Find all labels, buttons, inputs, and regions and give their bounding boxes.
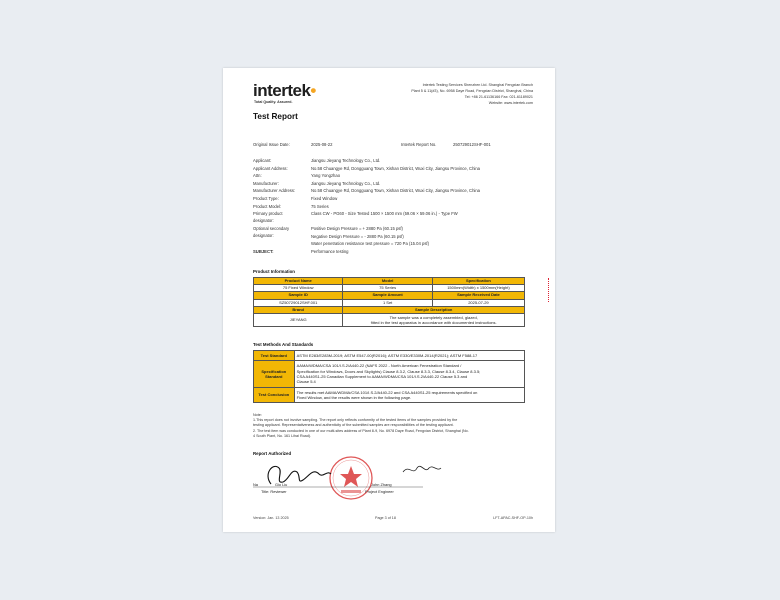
report-page (223, 68, 555, 532)
logo-tagline: Total Quality. Assured. (254, 100, 293, 104)
issue-date-value: 2025-08-22 (311, 142, 333, 147)
detail-row: Product Model: 75 Series (253, 203, 329, 209)
table-row: SZ50729012SHF.001 1 Set 2025-07-29 (254, 299, 525, 306)
methods-title: Test Methods And Standards (253, 342, 314, 347)
reviewer-title: Title: Reviewer (261, 489, 287, 494)
detail-row: Product Type: Fixed Window (253, 195, 338, 201)
table-row: Test Conclusion The results met AAMA/WDMA/CSA 101/I.S.2/A440-22 and CSA A440S1-25 requirements specified on Fixed Window, and the results were shown in the following page. (254, 388, 525, 403)
details-block (253, 158, 533, 256)
footer-version: Version: Jan. 13 2025 (253, 516, 289, 520)
table-row: 75 Fixed Window 75 Series 1500mm(Width) x 1500mm(Height) (254, 285, 525, 292)
edge-stamp-mark (548, 278, 553, 302)
footer-code: LFT-APAC-SHF-OP-10h (493, 516, 533, 520)
report-no-value: 250729012SHF-001 (453, 142, 491, 147)
subject-row: SUBJECT: Performance testing (253, 249, 349, 255)
methods-table (253, 350, 525, 403)
footer-page: Page 3 of 18 (375, 516, 396, 520)
detail-row: Manufacturer: Jiangsu Jieyang Technology Co., Ltd. (253, 180, 381, 186)
secondary-designator-row: Optional secondary designator: Positive Design Pressure = + 2880 Pa (60.15 psf) Negative Design Pressure = - 2880 Pa (60.15 psf) Water penetration resistance test pressure = 720 Pa (15.04 psf) (253, 226, 429, 246)
detail-row: Attn: Yang Yongzhao (253, 173, 341, 179)
product-info-title: Product Information (253, 269, 295, 274)
engineer-title: Project Engineer (365, 489, 394, 494)
table-row (254, 313, 525, 326)
report-no-label: Intertek Report No. (401, 142, 437, 147)
issue-row (253, 142, 533, 148)
authorized-names: Na (253, 482, 258, 487)
issue-date-label: Original Issue Date: (253, 142, 290, 147)
engineer-name: John Zhang (371, 482, 392, 487)
detail-row: Manufacturer Address: No.58 Chuangye Rd, Dongguang Town, Xishan District, Wuxi City, Jiangsu Province, China (253, 188, 480, 194)
detail-row: Applicant Address: No.58 Chuangye Rd, Dongguang Town, Xishan District, Wuxi City, Jiangsu Province, China (253, 165, 480, 171)
engineer-signature-icon (403, 466, 441, 472)
table-row: Test Standard ASTM E283/E283M-2019; ASTM E547-00(R2016); ASTM E330/E330M-2014(R2021); ASTM F588-17 (254, 351, 525, 361)
reviewer-name: Gio Liu (275, 482, 288, 487)
notes: Note: 1.This report does not involve sampling. The report only reflects conformity of the tested items of the samples provided by the testing applicant. Representativeness and authenticity of the submitted samples are responsibilities of the testing applicant. 2. The test item was conducted in one of our multi-sites address of Plant 8-9, No. 6978 Daye Road, Fengxian District, Shanghai (No. 4 South Plant, No. 161 Lihai Road). (253, 413, 469, 438)
primary-designator-row: Primary product designator: Class CW - PG60 - Size Tested 1500 × 1500 mm (59.06 × 59.06 in.) - Type FW (253, 211, 458, 224)
intertek-logo: intertek• (253, 81, 316, 100)
table-row: Specification Standard AAMA/WDMA/CSA 101/I.S.2/A440-22 (NAFS 2022 - North American Fenestration Standard / Specification for Windows, Doors and Skylights) Clause 8.3.2, Clause 8.3.3, Clause 8.3.4, Clause 8.3.5; CSA A440S1-25 Canadian Supplement to AAMA/WDMA/CSA 101/I.S.2/A440-22 Clause 5.3 and Clause 5.4 (254, 361, 525, 388)
signatures-and-seal (253, 454, 473, 502)
report-title: Test Report (253, 112, 298, 121)
lab-address: Intertek Testing Services Shenzhen Ltd. Shanghai Fengxian Branch Plant 5 & 11(#3), No. 6958 Daye Road, Fengxian District, Shanghai, China Tel: +86 21-61136166 Fax: 021-61189021 Website: www.intertek.com (411, 83, 533, 105)
sample-description-cell: The sample was a completely assembled, glazed, fitted in the test apparatus in accordance with documented instructions. (343, 313, 525, 326)
table-row: Sample ID Sample Amount Sample Received Date (254, 292, 525, 299)
authorization-title: Report Authorized (253, 451, 292, 456)
table-row: Product Name Model Specification (254, 278, 525, 285)
brand-cell: JIEYANG (254, 313, 343, 326)
detail-row: Applicant: Jiangsu Jieyang Technology Co., Ltd. (253, 158, 381, 163)
product-info-table (253, 277, 525, 327)
table-row: Brand Sample Description (254, 306, 525, 313)
